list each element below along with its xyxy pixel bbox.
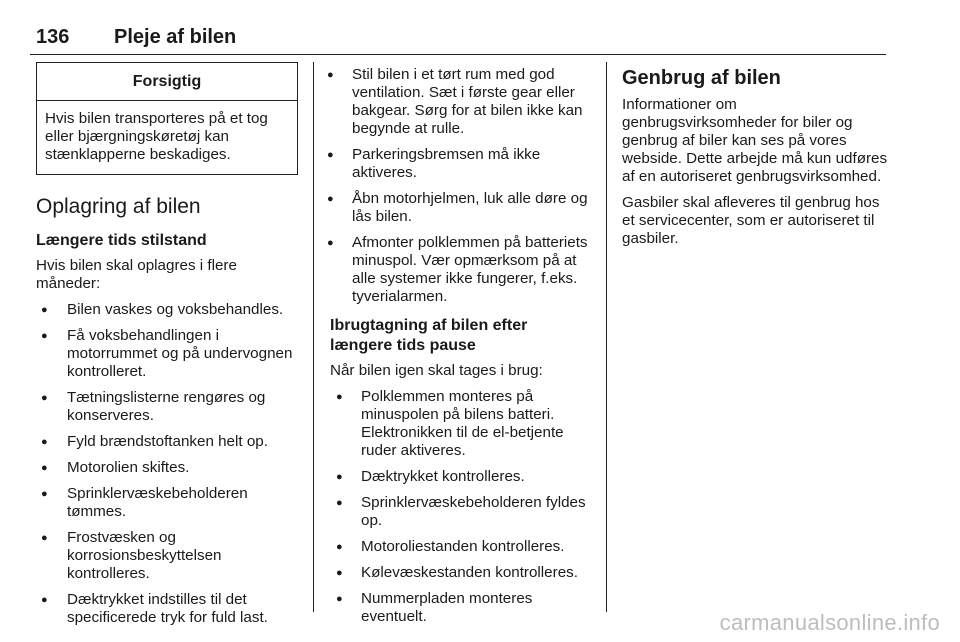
page-header xyxy=(30,24,886,55)
storage-subheading: Længere tids stilstand xyxy=(36,232,207,249)
list-item: ● Åbn motorhjelmen, luk alle døre og lås bilen. xyxy=(330,190,592,226)
column-divider xyxy=(313,62,314,612)
column-divider xyxy=(606,62,607,612)
list-item: ● Afmonter polklemmen på batteriets minuspol. Vær opmærksom på at alle systemer ikke fungerer, f.eks. tyverialarmen. xyxy=(330,234,592,306)
recycling-paragraph: Informationer om genbrugsvirksomheder for biler og genbrug af biler kan ses på vores webside. Dette arbejde må kun udføres af en autoriseret genbrugsvirksomhed. xyxy=(622,96,888,185)
storage-intro: Hvis bilen skal oplagres i flere måneder: xyxy=(36,257,237,292)
list-item: ● Parkeringsbremsen må ikke aktiveres. xyxy=(330,146,592,182)
caution-box xyxy=(36,62,298,175)
list-item: ● Dæktrykket indstilles til det specificerede tryk for fuld last. xyxy=(36,591,298,627)
recycling-heading: Genbrug af bilen xyxy=(622,67,781,89)
storage-list xyxy=(36,301,298,627)
list-item: ● Nummerpladen monteres eventuelt. xyxy=(330,590,592,626)
caution-title: Forsigtig xyxy=(37,63,297,101)
page-title: Pleje af bilen xyxy=(114,26,237,48)
list-item: ● Frostvæsken og korrosionsbeskyttelsen kontrolleres. xyxy=(36,529,298,583)
list-item: ● Motoroliestanden kontrolleres. xyxy=(330,538,592,556)
list-item: ● Motorolien skiftes. xyxy=(36,459,298,477)
column-middle xyxy=(330,66,592,636)
storage-heading: Oplagring af bilen xyxy=(36,195,201,218)
list-item: ● Sprinklervæskebeholderen fyldes op. xyxy=(330,494,592,530)
list-item: ● Polklemmen monteres på minuspolen på bilens batteri. Elektronikken til de el-betjente ruder aktiveres. xyxy=(330,388,592,460)
recommission-list xyxy=(330,388,592,626)
list-item: ● Dæktrykket kontrolleres. xyxy=(330,468,592,486)
recommission-intro: Når bilen igen skal tages i brug: xyxy=(330,362,543,379)
recommission-subheading: Ibrugtagning af bilen efter længere tids pause xyxy=(330,317,528,354)
storage-list-continued xyxy=(330,66,592,306)
list-item: ● Fyld brændstoftanken helt op. xyxy=(36,433,298,451)
list-item: ● Kølevæskestanden kontrolleres. xyxy=(330,564,592,582)
recycling-paragraph: Gasbiler skal afleveres til genbrug hos et servicecenter, som er autoriseret til gasbiler. xyxy=(622,194,880,247)
list-item: ● Få voksbehandlingen i motorrummet og på undervognen kontrolleret. xyxy=(36,327,298,381)
column-right xyxy=(622,66,888,256)
list-item: ● Tætningslisterne rengøres og konserveres. xyxy=(36,389,298,425)
list-item: ● Stil bilen i et tørt rum med god ventilation. Sæt i første gear eller bakgear. Sørg for at bilen ikke kan begynde at rulle. xyxy=(330,66,592,138)
list-item: ● Sprinklervæskebeholderen tømmes. xyxy=(36,485,298,521)
watermark: carmanualsonline.info xyxy=(719,610,940,635)
list-item: ● Bilen vaskes og voksbehandles. xyxy=(36,301,298,319)
column-left xyxy=(36,62,298,637)
caution-text: Hvis bilen transporteres på et tog eller bjærgningskøretøj kan stænklapperne beskadiges. xyxy=(45,110,268,163)
page-number: 136 xyxy=(36,26,70,48)
